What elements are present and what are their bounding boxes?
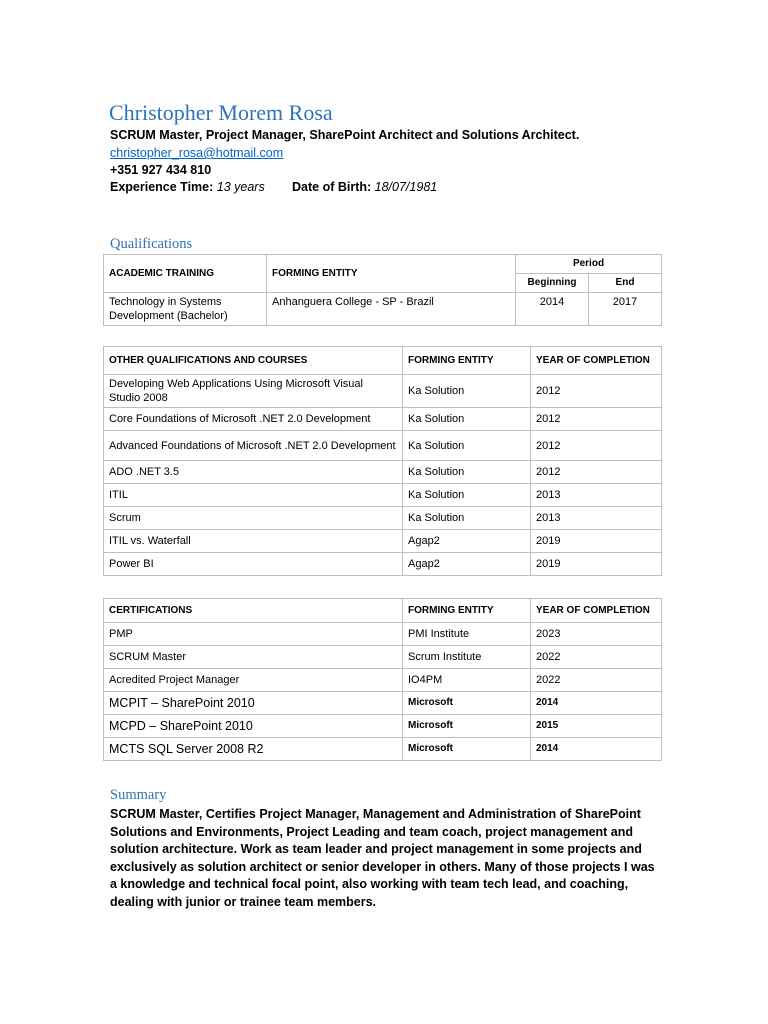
- table-row: [104, 507, 662, 530]
- summary-heading: Summary: [110, 787, 167, 803]
- candidate-name: Christopher Morem Rosa: [109, 100, 333, 125]
- date-of-birth: [292, 180, 437, 194]
- academic-entity-cell: Anhanguera College - SP - Brazil: [267, 293, 516, 326]
- certification-year: 2015: [531, 715, 662, 738]
- academic-entity-header: FORMING ENTITY: [267, 255, 516, 293]
- course-name: Power BI: [104, 553, 403, 576]
- table-row: [104, 623, 662, 646]
- table-row: [104, 669, 662, 692]
- dob-value: 18/07/1981: [374, 180, 438, 194]
- period-header: Period: [516, 255, 662, 274]
- candidate-subtitle: SCRUM Master, Project Manager, SharePoint Architect and Solutions Architect.: [110, 128, 580, 142]
- beginning-cell: 2014: [516, 293, 589, 326]
- certification-name: MCPIT – SharePoint 2010: [104, 692, 403, 715]
- certification-entity: Microsoft: [403, 738, 531, 761]
- certifications-header: CERTIFICATIONS: [104, 599, 403, 623]
- course-year: 2019: [531, 530, 662, 553]
- course-entity: Agap2: [403, 553, 531, 576]
- course-year: 2013: [531, 484, 662, 507]
- table-row: [104, 375, 662, 408]
- table-row: [104, 461, 662, 484]
- certification-entity: Microsoft: [403, 692, 531, 715]
- academic-table: [103, 254, 662, 326]
- certification-name: SCRUM Master: [104, 646, 403, 669]
- course-entity: Ka Solution: [403, 375, 531, 408]
- table-row: [104, 646, 662, 669]
- certification-year: 2014: [531, 738, 662, 761]
- certification-year: 2014: [531, 692, 662, 715]
- course-entity: Agap2: [403, 530, 531, 553]
- summary-text: SCRUM Master, Certifies Project Manager, Management and Administration of SharePoint Solutions and Environments, Project Leading and team coach, project management and solution architecture. Work as team leader and project management in some projects and exclusively as solution architect or senior developer in others. Many of those projects I was a knowledge and technical focal point, also working with team tech lead, and coaching, dealing with junior or trainee team members.: [110, 807, 655, 909]
- table-row: [104, 484, 662, 507]
- course-year: 2012: [531, 431, 662, 461]
- courses-header: OTHER QUALIFICATIONS AND COURSES: [104, 347, 403, 375]
- certification-entity: Scrum Institute: [403, 646, 531, 669]
- course-name: ADO .NET 3.5: [104, 461, 403, 484]
- course-name: Advanced Foundations of Microsoft .NET 2.0 Development: [104, 431, 403, 461]
- table-row: [104, 738, 662, 761]
- course-year: 2013: [531, 507, 662, 530]
- beginning-header: Beginning: [516, 274, 589, 293]
- courses-table: [103, 346, 662, 576]
- course-year: 2012: [531, 375, 662, 408]
- courses-entity-header: FORMING ENTITY: [403, 347, 531, 375]
- course-year: 2019: [531, 553, 662, 576]
- table-row: [104, 293, 662, 326]
- email-link[interactable]: christopher_rosa@hotmail.com: [110, 146, 284, 160]
- table-row: [104, 692, 662, 715]
- course-entity: Ka Solution: [403, 507, 531, 530]
- certification-name: PMP: [104, 623, 403, 646]
- end-cell: 2017: [589, 293, 662, 326]
- course-name: ITIL: [104, 484, 403, 507]
- certification-name: Acredited Project Manager: [104, 669, 403, 692]
- certifications-entity-header: FORMING ENTITY: [403, 599, 531, 623]
- certification-name: MCPD – SharePoint 2010: [104, 715, 403, 738]
- course-year: 2012: [531, 461, 662, 484]
- courses-year-header: YEAR OF COMPLETION: [531, 347, 662, 375]
- table-row: [104, 530, 662, 553]
- course-name: ITIL vs. Waterfall: [104, 530, 403, 553]
- certification-name: MCTS SQL Server 2008 R2: [104, 738, 403, 761]
- course-name: Scrum: [104, 507, 403, 530]
- phone-number: +351 927 434 810: [110, 163, 212, 177]
- course-entity: Ka Solution: [403, 431, 531, 461]
- table-row: [104, 431, 662, 461]
- certification-entity: Microsoft: [403, 715, 531, 738]
- table-row: [104, 715, 662, 738]
- experience-time: [110, 180, 265, 194]
- table-row: [104, 408, 662, 431]
- academic-header: ACADEMIC TRAINING: [104, 255, 267, 293]
- certifications-year-header: YEAR OF COMPLETION: [531, 599, 662, 623]
- certification-year: 2022: [531, 646, 662, 669]
- course-entity: Ka Solution: [403, 461, 531, 484]
- course-entity: Ka Solution: [403, 484, 531, 507]
- certification-year: 2022: [531, 669, 662, 692]
- experience-label: Experience Time:: [110, 180, 214, 194]
- table-row: [104, 553, 662, 576]
- course-name: Developing Web Applications Using Microsoft Visual Studio 2008: [104, 375, 403, 408]
- certification-entity: IO4PM: [403, 669, 531, 692]
- certification-year: 2023: [531, 623, 662, 646]
- certifications-table: [103, 598, 662, 761]
- experience-value: 13 years: [216, 180, 265, 194]
- course-year: 2012: [531, 408, 662, 431]
- course-entity: Ka Solution: [403, 408, 531, 431]
- course-name: Core Foundations of Microsoft .NET 2.0 Development: [104, 408, 403, 431]
- academic-training-cell: Technology in Systems Development (Bachelor): [104, 293, 267, 326]
- qualifications-heading: Qualifications: [110, 236, 193, 252]
- certification-entity: PMI Institute: [403, 623, 531, 646]
- dob-label: Date of Birth:: [292, 180, 372, 194]
- end-header: End: [589, 274, 662, 293]
